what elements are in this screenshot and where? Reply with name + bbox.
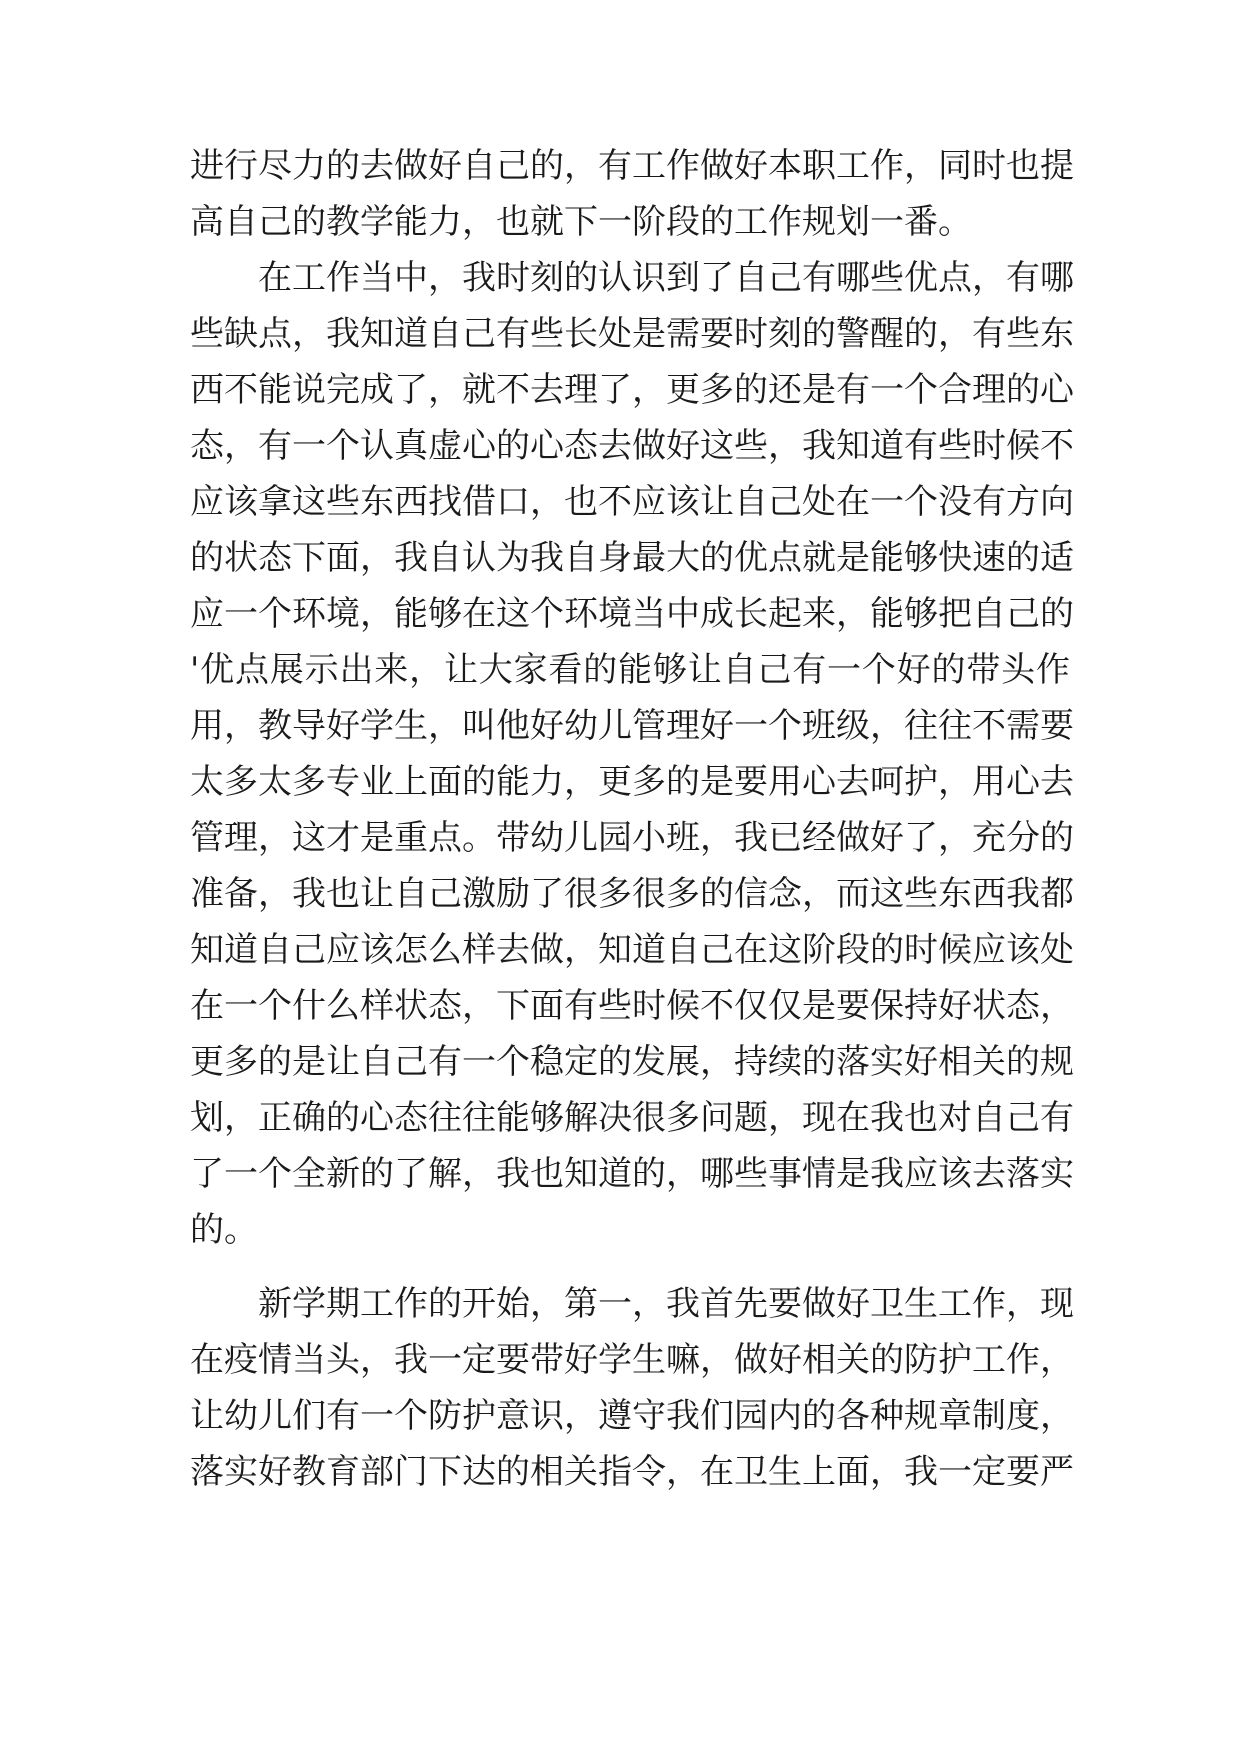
text-line: 的状态下面，我自认为我自身最大的优点就是能够快速的适	[190, 538, 1074, 578]
text-line: 太多太多专业上面的能力，更多的是要用心去呵护，用心去	[190, 762, 1074, 802]
text-line: 高自己的教学能力，也就下一阶段的工作规划一番。	[190, 202, 972, 242]
text-line: '优点展示出来，让大家看的能够让自己有一个好的带头作	[190, 650, 1070, 690]
text-line: 的。	[190, 1210, 258, 1250]
text-line: 应该拿这些东西找借口，也不应该让自己处在一个没有方向	[190, 482, 1074, 522]
text-line: 些缺点，我知道自己有些长处是需要时刻的警醒的，有些东	[190, 314, 1074, 354]
paragraph-first-line: 新学期工作的开始，第一，我首先要做好卫生工作，现	[258, 1284, 1074, 1324]
text-line: 让幼儿们有一个防护意识，遵守我们园内的各种规章制度，	[190, 1396, 1074, 1436]
text-line: 态，有一个认真虚心的心态去做好这些，我知道有些时候不	[190, 426, 1074, 466]
text-line: 更多的是让自己有一个稳定的发展，持续的落实好相关的规	[190, 1042, 1074, 1082]
text-line: 知道自己应该怎么样去做，知道自己在这阶段的时候应该处	[190, 930, 1074, 970]
text-line: 准备，我也让自己激励了很多很多的信念，而这些东西我都	[190, 874, 1074, 914]
paragraph-first-line: 在工作当中，我时刻的认识到了自己有哪些优点，有哪	[258, 258, 1074, 298]
text-line: 管理，这才是重点。带幼儿园小班，我已经做好了，充分的	[190, 818, 1074, 858]
text-line: 西不能说完成了，就不去理了，更多的还是有一个合理的心	[190, 370, 1074, 410]
text-line: 在疫情当头，我一定要带好学生嘛，做好相关的防护工作，	[190, 1340, 1074, 1380]
text-line: 应一个环境，能够在这个环境当中成长起来，能够把自己的	[190, 594, 1074, 634]
text-line: 进行尽力的去做好自己的，有工作做好本职工作，同时也提	[190, 146, 1074, 186]
text-line: 在一个什么样状态，下面有些时候不仅仅是要保持好状态，	[190, 986, 1074, 1026]
text-line: 用，教导好学生，叫他好幼儿管理好一个班级，往往不需要	[190, 706, 1074, 746]
text-line: 落实好教育部门下达的相关指令，在卫生上面，我一定要严	[190, 1452, 1074, 1492]
text-line: 划，正确的心态往往能够解决很多问题，现在我也对自己有	[190, 1098, 1074, 1138]
text-line: 了一个全新的了解，我也知道的，哪些事情是我应该去落实	[190, 1154, 1074, 1194]
